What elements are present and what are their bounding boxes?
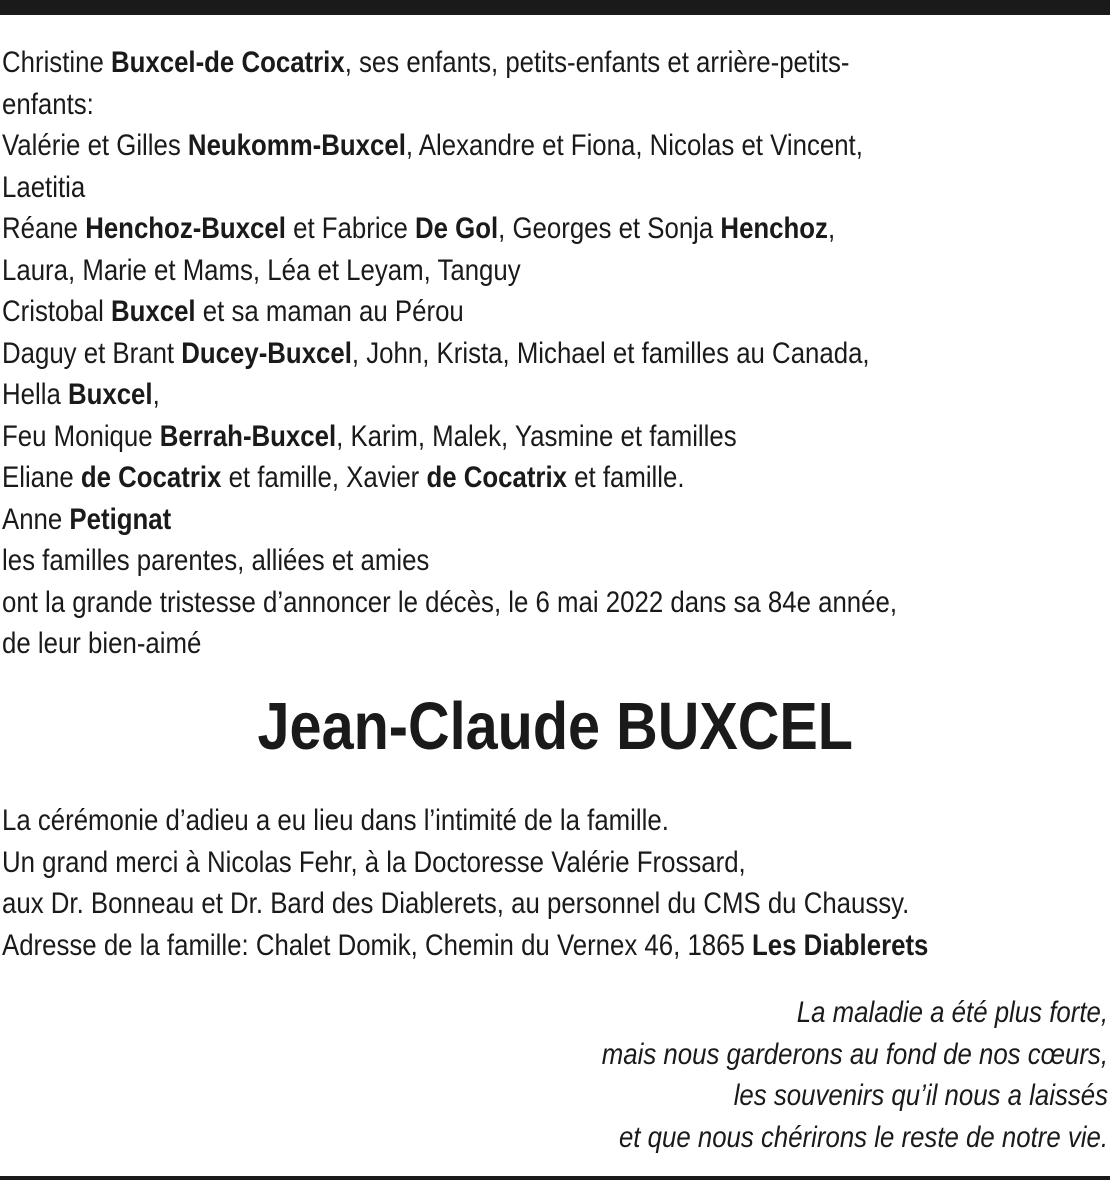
bold-name: Ducey-Buxcel: [181, 336, 352, 370]
ceremony-info: [2, 800, 1108, 966]
text-segment: , John, Krista, Michael et familles au Canada,: [351, 336, 870, 370]
text-segment: Christine: [2, 46, 111, 79]
text-segment: Daguy et Brant: [2, 336, 182, 370]
info-line: [2, 883, 953, 925]
family-line: [2, 540, 953, 582]
bold-name: Henchoz: [720, 212, 828, 245]
family-line: [2, 42, 953, 84]
text-segment: Valérie et Gilles: [2, 129, 188, 162]
text-segment: ont la grande tristesse d’annoncer le décès, le 6 mai 2022 dans sa 84e année,: [2, 585, 898, 619]
family-line: [2, 499, 953, 541]
text-segment: les familles parentes, alliées et amies: [2, 544, 430, 577]
bold-name: Buxcel: [67, 378, 153, 411]
text-segment: Un grand merci à Nicolas Fehr, à la Doctoresse Valérie Frossard,: [2, 845, 746, 879]
poem-line: La maladie a été plus forte,: [796, 996, 1108, 1029]
family-line: [2, 250, 953, 292]
family-line: [2, 416, 953, 458]
text-segment: , Karim, Malek, Yasmine et familles: [336, 419, 737, 453]
bold-name: de Cocatrix: [426, 461, 567, 494]
text-segment: et sa maman au Pérou: [195, 295, 464, 328]
family-line: [2, 457, 953, 499]
text-segment: Laetitia: [2, 170, 86, 204]
text-segment: Cristobal: [2, 295, 111, 328]
text-segment: , ses enfants, petits-enfants et arrière-petits-: [344, 46, 850, 79]
text-segment: enfants:: [2, 87, 94, 121]
text-segment: Adresse de la famille: Chalet Domik, Chemin du Vernex 46, 1865: [2, 928, 753, 962]
bold-name: Buxcel-de Cocatrix: [110, 46, 345, 79]
family-line: [2, 333, 953, 375]
family-line: [2, 291, 953, 333]
text-segment: La cérémonie d’adieu a eu lieu dans l’intimité de la famille.: [2, 804, 669, 837]
bold-name: Henchoz-Buxcel: [85, 212, 286, 245]
bold-name: Berrah-Buxcel: [159, 419, 337, 453]
closing-poem: [108, 992, 1108, 1158]
text-segment: de leur bien-aimé: [2, 627, 202, 660]
text-segment: Feu Monique: [2, 419, 160, 453]
family-line: [2, 84, 953, 126]
deceased-name: [0, 690, 1110, 764]
bold-name: Neukomm-Buxcel: [187, 129, 406, 162]
text-segment: et famille.: [566, 461, 685, 494]
text-segment: Réane: [2, 212, 86, 245]
text-segment: , Georges et Sonja: [498, 212, 721, 245]
top-rule: [0, 0, 1110, 15]
family-line: [2, 167, 953, 209]
deceased-name-text: Jean-Claude BUXCEL: [257, 689, 853, 764]
poem-line: les souvenirs qu’il nous a laissés: [733, 1079, 1108, 1112]
poem-line: et que nous chérirons le reste de notre vie.: [618, 1120, 1108, 1154]
text-segment: et famille, Xavier: [221, 461, 427, 494]
poem-line: mais nous garderons au fond de nos cœurs,: [601, 1037, 1108, 1071]
family-line: [2, 623, 953, 665]
text-segment: aux Dr. Bonneau et Dr. Bard des Diablerets, au personnel du CMS du Chaussy.: [2, 887, 910, 920]
text-segment: Hella: [2, 378, 68, 411]
family-announcement: [2, 42, 1108, 665]
text-segment: Laura, Marie et Mams, Léa et Leyam, Tanguy: [2, 253, 521, 287]
text-segment: ,: [827, 212, 836, 245]
text-segment: et Fabrice: [285, 212, 415, 245]
family-line: [2, 582, 953, 624]
text-segment: ,: [152, 378, 160, 411]
text-segment: , Alexandre et Fiona, Nicolas et Vincent,: [405, 129, 863, 162]
bold-name: Buxcel: [110, 295, 196, 328]
bold-name: Les Diablerets: [752, 928, 929, 962]
text-segment: Eliane: [2, 461, 81, 494]
bottom-rule: [0, 1176, 1110, 1180]
bold-name: De Gol: [414, 212, 499, 245]
info-line: [2, 925, 953, 967]
family-line: [2, 374, 953, 416]
family-line: [2, 125, 953, 167]
info-line: [2, 842, 953, 884]
bold-name: Petignat: [69, 502, 172, 536]
info-line: [2, 800, 953, 842]
bold-name: de Cocatrix: [80, 461, 222, 494]
family-line: [2, 208, 953, 250]
text-segment: Anne: [2, 502, 70, 536]
